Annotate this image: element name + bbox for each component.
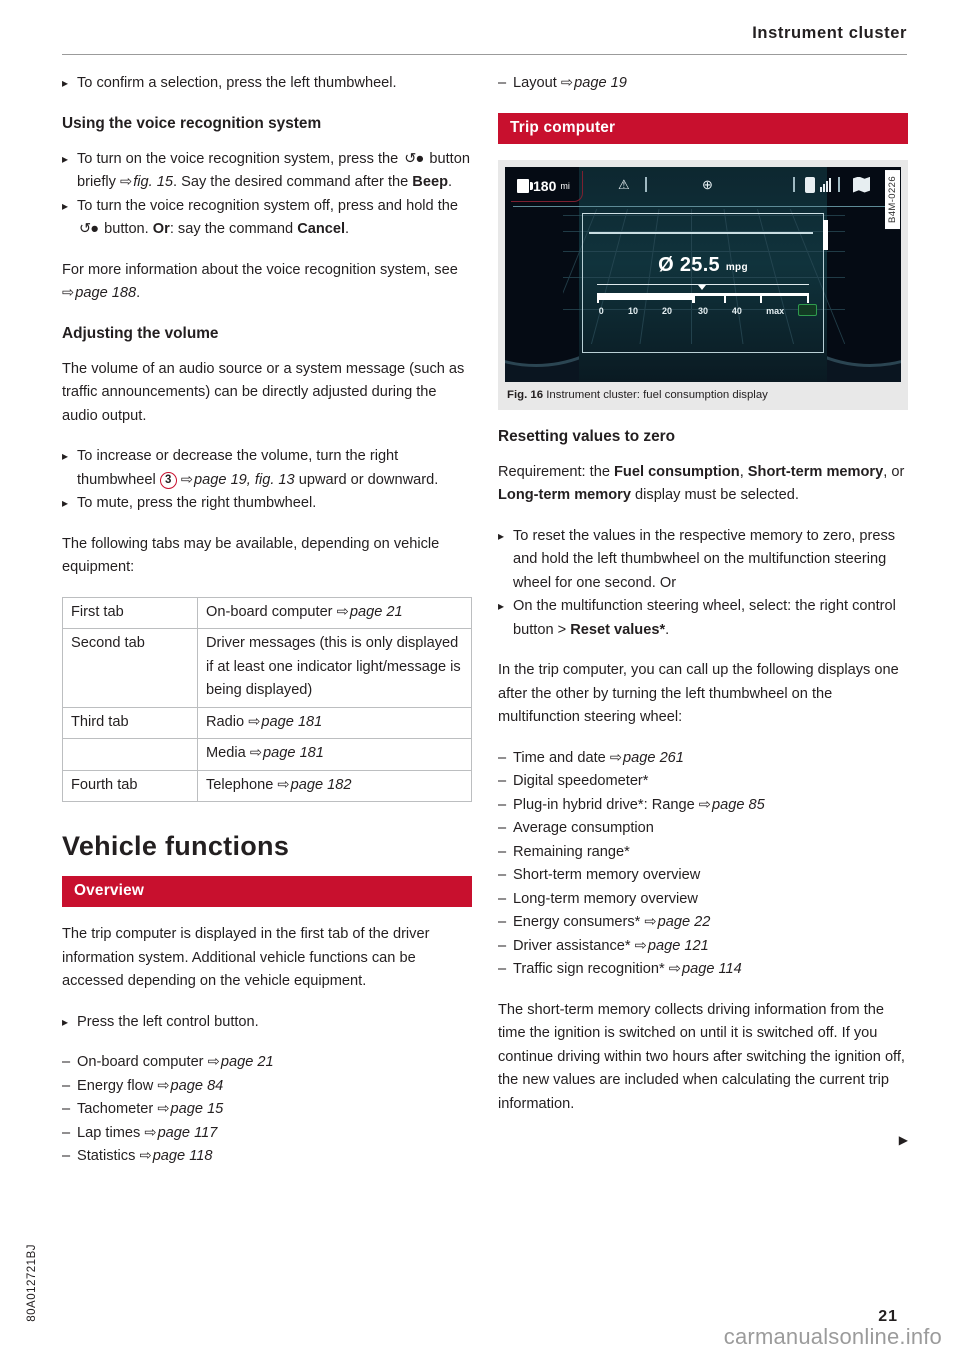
list-item: ▸ To reset the values in the respective memory to zero, press and hold the left thumbwheel on the multifunction steering wheel for one second. Or xyxy=(498,525,908,596)
layout-list xyxy=(498,72,908,96)
table-row xyxy=(63,597,472,629)
list-item-label: Plug-in hybrid drive*: Range xyxy=(513,796,699,813)
list-item xyxy=(498,794,908,818)
table-cell-key: Fourth tab xyxy=(63,770,198,802)
table-value-text: Media xyxy=(206,745,250,761)
scale-label: 30 xyxy=(697,305,709,316)
cross-reference-page114: ⇨ page 114 xyxy=(669,961,742,977)
voice-off-text-c: : say the command xyxy=(169,221,298,237)
figure-16 xyxy=(498,160,908,410)
voice-on-text-c: . Say the desired command after the xyxy=(172,174,413,190)
list-item xyxy=(62,148,472,195)
scale-tick-labels xyxy=(597,306,809,318)
figure-image-box xyxy=(498,160,908,382)
table-value-text: On-board computer xyxy=(206,603,337,620)
section-bar-trip-computer: Trip computer xyxy=(498,113,908,144)
divider-line-icon xyxy=(793,177,795,192)
page-header xyxy=(62,24,907,58)
short-term-memory-paragraph: The short-term memory collects driving information from the time the ignition is switched on until it is switched off. If you continue driving within two hours after switching the ignition off, the new values are included when calculating the current trip information. xyxy=(498,1001,905,1112)
cross-reference-page85: ⇨ page 85 xyxy=(699,797,765,813)
list-item xyxy=(498,935,908,959)
divider-line-icon xyxy=(838,177,840,192)
list-item-label: Layout xyxy=(513,75,561,91)
table-value-text: Telephone xyxy=(206,776,278,793)
voice-off-text-d: . xyxy=(345,221,350,237)
header-rule xyxy=(62,54,907,55)
reset-values-bold: Reset values* xyxy=(570,621,666,638)
list-item-label: Remaining range* xyxy=(513,843,630,860)
average-consumption-readout xyxy=(583,254,823,277)
scale-label: 10 xyxy=(628,305,639,316)
scale-label: max xyxy=(766,305,785,316)
cross-reference-page19: ⇨ page 19 xyxy=(561,75,627,91)
cross-reference-page182: ⇨ page 182 xyxy=(277,777,351,793)
current-value-needle xyxy=(698,285,706,290)
voice-recognition-bullets xyxy=(62,148,472,242)
tab-assignment-table xyxy=(62,597,472,803)
cross-reference-page84: ⇨ page 84 xyxy=(157,1078,223,1094)
scale-fill-bar xyxy=(597,293,692,300)
signal-strength-icon xyxy=(820,178,831,192)
page-title: Instrument cluster xyxy=(752,24,907,42)
table-cell-value xyxy=(198,597,472,629)
scale-tick xyxy=(807,293,809,303)
cluster-status-bar xyxy=(505,167,901,207)
voice-button-icon: ↺● xyxy=(79,221,99,237)
list-item: ▸ To mute, press the right thumbwheel. xyxy=(62,492,472,516)
list-item xyxy=(62,195,472,242)
requirement-text-a: Requirement: the xyxy=(498,463,615,480)
list-item xyxy=(498,958,908,982)
list-item xyxy=(498,770,908,794)
confirm-bullet-list xyxy=(62,72,472,96)
cancel-bold: Cancel xyxy=(297,221,346,237)
vehicle-functions-list xyxy=(62,1051,472,1169)
voice-more-text-b: . xyxy=(136,285,141,301)
instrument-cluster-screenshot xyxy=(505,167,901,382)
volume-bullets xyxy=(62,445,472,516)
tabs-intro-paragraph: The following tabs may be available, depending on vehicle equipment: xyxy=(62,535,440,575)
requirement-paragraph xyxy=(498,461,908,508)
cross-reference-page19-fig13: ⇨ page 19, fig. 13 xyxy=(181,472,295,488)
requirement-text-d: display must be selected. xyxy=(630,487,799,503)
scale-tick xyxy=(597,293,599,303)
list-item-label: Long-term memory overview xyxy=(513,890,698,907)
long-term-memory-bold: Long-term memory xyxy=(498,487,631,503)
cross-reference-fig15: ⇨ fig. 15 xyxy=(120,174,173,190)
cross-reference-page21: ⇨ page 21 xyxy=(337,604,403,620)
site-watermark: carmanualsonline.info xyxy=(723,1324,942,1349)
page-number: 21 xyxy=(878,1308,898,1325)
cross-reference-page181-radio: ⇨ page 181 xyxy=(248,714,322,730)
fuel-range-unit: mi xyxy=(560,180,570,191)
cross-reference-page15: ⇨ page 15 xyxy=(157,1101,223,1117)
short-term-memory-bold: Short-term memory xyxy=(747,463,884,480)
volume-text-c: upward or downward. xyxy=(294,471,439,488)
heading-adjusting-volume: Adjusting the volume xyxy=(62,324,219,342)
list-item xyxy=(62,1051,472,1075)
voice-off-text-b: button. xyxy=(100,221,153,237)
table-row xyxy=(63,739,472,771)
document-part-number: 80A012721BJ xyxy=(26,1244,38,1322)
beep-bold: Beep xyxy=(412,174,448,190)
voice-button-icon: ↺● xyxy=(404,150,424,167)
voice-off-text-a: To turn the voice recognition system off, press and hold the xyxy=(77,197,459,214)
section-bar-overview: Overview xyxy=(62,876,472,907)
phone-icon xyxy=(805,177,815,193)
voice-on-text-a: To turn on the voice recognition system, press the xyxy=(77,150,403,167)
left-column xyxy=(62,72,472,1186)
globe-icon: ⊕ xyxy=(702,176,713,192)
list-item xyxy=(62,445,472,492)
consumption-scale xyxy=(597,293,809,306)
fuel-range-indicator xyxy=(511,171,583,202)
average-symbol: Ø xyxy=(658,253,674,276)
overview-bullets xyxy=(62,1011,472,1035)
status-bar-separator xyxy=(513,206,893,207)
cross-reference-page181-media: ⇨ page 181 xyxy=(250,745,324,761)
cross-reference-page261: ⇨ page 261 xyxy=(610,750,684,766)
list-item xyxy=(498,841,908,865)
scroll-indicator[interactable] xyxy=(823,220,828,250)
cross-reference-page121: ⇨ page 121 xyxy=(635,938,709,954)
list-item-label: Energy consumers* xyxy=(513,914,645,930)
table-cell-key: Second tab xyxy=(63,629,198,708)
scale-label: 20 xyxy=(661,305,672,316)
figure-caption xyxy=(498,382,908,410)
list-item-label: Time and date xyxy=(513,749,610,766)
list-item xyxy=(498,595,908,642)
warning-triangle-icon: ⚠ xyxy=(618,176,630,192)
list-item xyxy=(498,817,908,841)
cross-reference-page117: ⇨ page 117 xyxy=(144,1125,217,1141)
table-row xyxy=(63,707,472,739)
voice-more-info-paragraph xyxy=(62,259,472,306)
chapter-title-vehicle-functions: Vehicle functions xyxy=(62,831,290,861)
reset-bullets xyxy=(498,525,908,643)
heading-resetting-values: Resetting values to zero xyxy=(498,427,676,445)
list-item-label: Lap times xyxy=(77,1124,145,1141)
figure-reference-code: B4M-0226 xyxy=(885,170,900,229)
fuel-consumption-bold: Fuel consumption xyxy=(614,463,740,480)
requirement-text-c: , or xyxy=(883,463,905,480)
table-cell-value xyxy=(198,770,472,802)
list-item: ▸ Press the left control button. xyxy=(62,1011,472,1035)
trip-computer-display-list xyxy=(498,747,908,982)
average-unit: mpg xyxy=(725,261,748,273)
list-item: ▸ To confirm a selection, press the left thumbwheel. xyxy=(62,72,472,96)
volume-paragraph: The volume of an audio source or a system message (such as traffic announcements) can be directly adjusted during the audio output. xyxy=(62,360,465,424)
voice-more-text-a: For more information about the voice recognition system, see xyxy=(62,261,458,278)
scale-label: 0 xyxy=(598,305,604,316)
list-item xyxy=(62,1145,472,1169)
table-cell-key xyxy=(63,739,198,771)
voice-on-text-b: button briefly xyxy=(77,150,470,190)
list-item xyxy=(498,888,908,912)
list-item-label: Digital speedometer* xyxy=(513,773,649,789)
callout-3-icon: 3 xyxy=(160,472,177,489)
list-item-label: Tachometer xyxy=(77,1101,158,1117)
table-cell-value xyxy=(198,707,472,739)
list-item-label: Energy flow xyxy=(77,1077,158,1094)
list-item xyxy=(62,1122,472,1146)
fuel-pump-icon xyxy=(517,179,529,193)
voice-on-text-d: . xyxy=(447,174,453,190)
list-item-label: Short-term memory overview xyxy=(513,867,701,883)
table-row xyxy=(63,770,472,802)
scale-tick xyxy=(760,293,762,303)
scale-tick xyxy=(724,293,726,303)
table-value-text: Radio xyxy=(206,713,249,730)
list-item-label: On-board computer xyxy=(77,1054,208,1070)
right-column xyxy=(498,72,908,1147)
list-item-label: Statistics xyxy=(77,1148,140,1164)
table-cell-key: First tab xyxy=(63,597,198,629)
list-item-label: Driver assistance* xyxy=(513,937,635,954)
table-cell-value xyxy=(198,739,472,771)
trip-computer-paragraph: In the trip computer, you can call up the following displays one after the other by turning the left thumbwheel on the multifunction steering wheel: xyxy=(498,662,899,725)
reset-text-a: On the multifunction steering wheel, select: the right control button > xyxy=(513,598,896,638)
volume-text-a: To increase or decrease the volume, turn the right thumbwheel xyxy=(77,448,399,488)
scale-label: 40 xyxy=(731,305,742,316)
figure-caption-text: Instrument cluster: fuel consumption display xyxy=(546,388,768,401)
or-bold: Or xyxy=(152,221,170,237)
fuel-range-value: 180 xyxy=(533,177,557,194)
table-row xyxy=(63,629,472,708)
scale-tick xyxy=(692,293,694,303)
reset-text-b: . xyxy=(665,621,670,638)
cross-reference-page21: ⇨ page 21 xyxy=(208,1054,274,1070)
continuation-row xyxy=(498,1133,908,1147)
list-item xyxy=(498,911,908,935)
overview-paragraph: The trip computer is displayed in the first tab of the driver information system. Additional vehicle functions can be accessed depending on the vehicle equipment. xyxy=(62,926,430,989)
heading-voice-recognition: Using the voice recognition system xyxy=(62,114,322,132)
list-item-label: Average consumption xyxy=(513,820,654,836)
table-cell-key: Third tab xyxy=(63,707,198,739)
list-item xyxy=(498,864,908,888)
cross-reference-page118: ⇨ page 118 xyxy=(139,1148,212,1164)
battery-icon xyxy=(798,304,817,316)
list-item xyxy=(62,1075,472,1099)
continuation-arrow-icon: ▶ xyxy=(898,1133,908,1147)
panel-top-edge xyxy=(589,232,813,234)
list-item xyxy=(498,747,908,771)
table-cell-value: Driver messages (this is only displayed if at least one indicator light/message is being displayed) xyxy=(198,629,472,708)
list-item xyxy=(498,72,908,96)
map-icon xyxy=(853,177,870,193)
requirement-text-b: , xyxy=(739,463,748,480)
divider-line-icon xyxy=(645,177,647,192)
figure-caption-label: Fig. 16 xyxy=(507,388,544,401)
fuel-consumption-panel xyxy=(582,213,824,353)
average-value: 25.5 xyxy=(679,253,720,276)
cross-reference-page22: ⇨ page 22 xyxy=(644,914,710,930)
cross-reference-page188: ⇨ page 188 xyxy=(62,285,136,301)
list-item-label: Traffic sign recognition* xyxy=(513,961,669,977)
list-item xyxy=(62,1098,472,1122)
